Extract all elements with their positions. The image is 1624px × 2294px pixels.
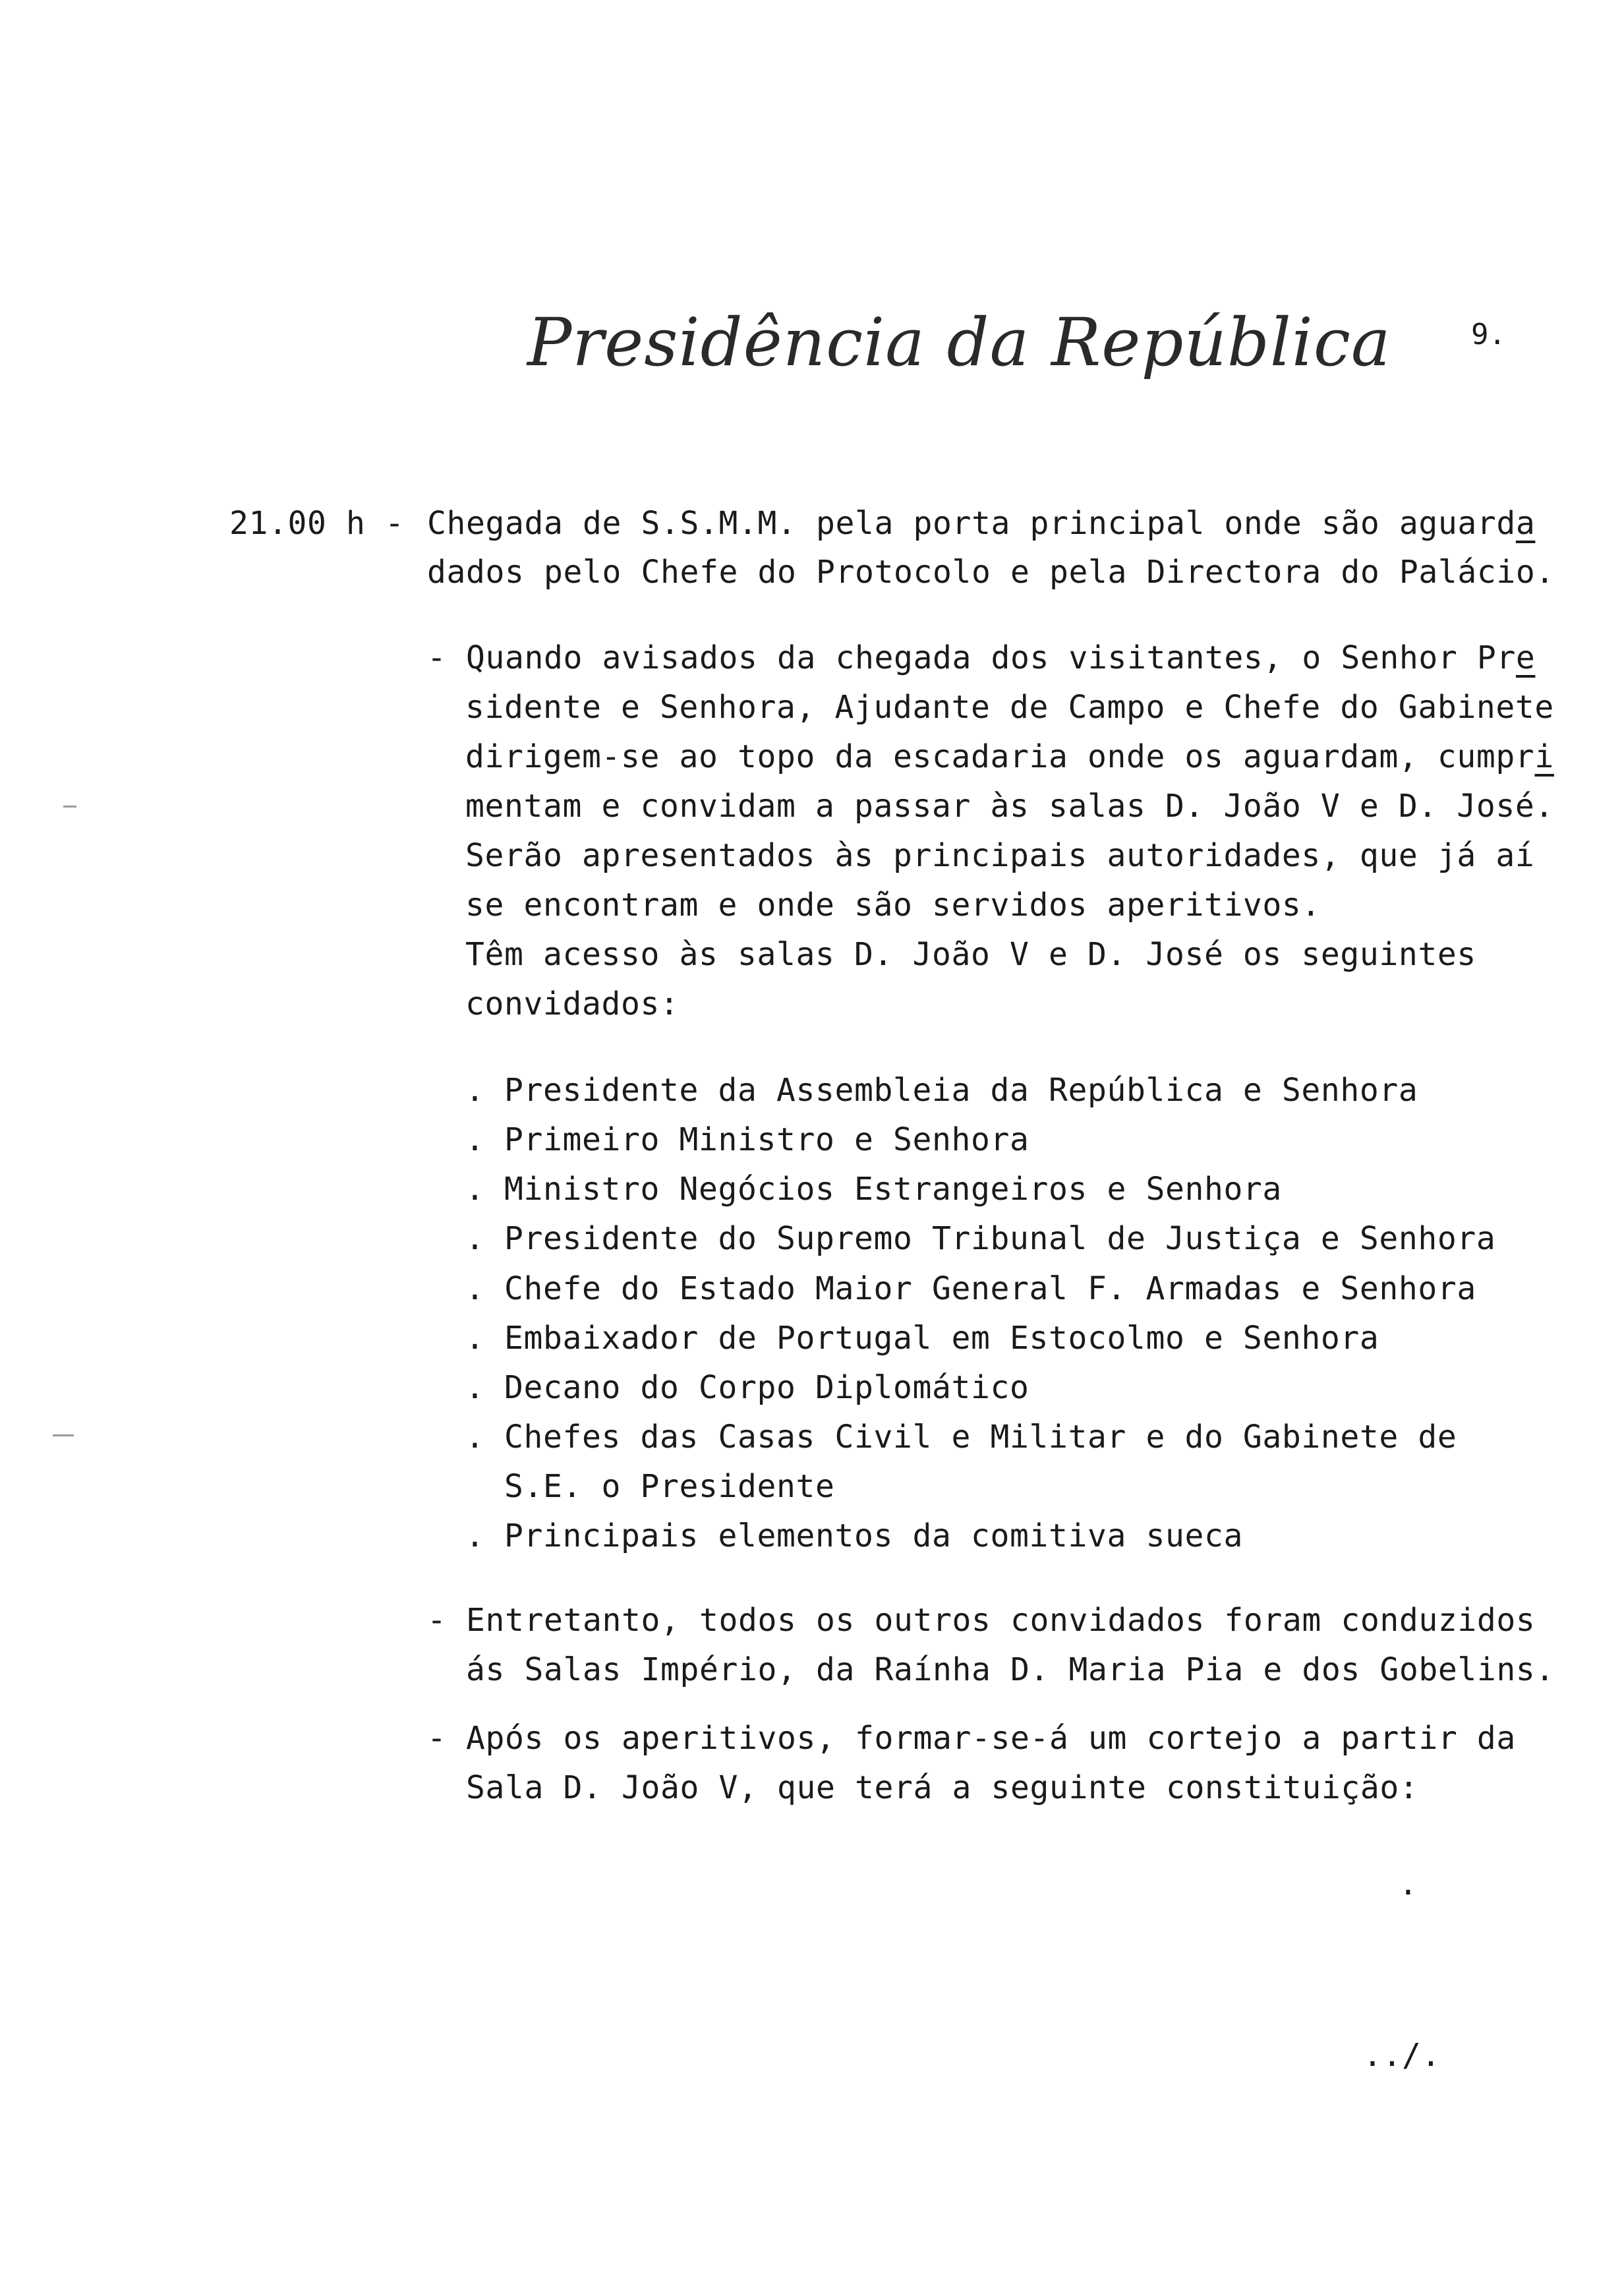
paragraph1-line: sidente e Senhora, Ajudante de Campo e Chefe do Gabinete [465, 689, 1554, 726]
stray-dot: . [1399, 1866, 1418, 1902]
guest-list-item: . Presidente da Assembleia da República e Senhora [465, 1072, 1418, 1109]
guest-list-item: . Embaixador de Portugal em Estocolmo e Senhora [465, 1320, 1379, 1357]
guest-list-item: . Decano do Corpo Diplomático [465, 1369, 1030, 1406]
paragraph3-line: Sala D. João V, que terá a seguinte constituição: [427, 1769, 1419, 1806]
continuation-mark: ../. [1363, 2037, 1441, 2074]
guest-list-item: . Principais elementos da comitiva sueca [465, 1517, 1243, 1554]
guest-list-item: . Primeiro Ministro e Senhora [465, 1121, 1030, 1158]
scan-speck [63, 806, 76, 808]
entry-line-2: dados pelo Chefe do Protocolo e pela Directora do Palácio. [427, 554, 1555, 591]
guest-list-item: . Presidente do Supremo Tribunal de Justiça e Senhora [465, 1220, 1496, 1257]
paragraph1-line: Serão apresentados às principais autoridades, que já aí [465, 837, 1535, 874]
guest-list-item: S.E. o Presidente [465, 1468, 835, 1505]
paragraph1-line: Têm acesso às salas D. João V e D. José os seguintes [465, 936, 1476, 973]
guest-list-item: . Chefe do Estado Maior General F. Armadas e Senhora [465, 1270, 1476, 1307]
entry-time: 21.00 h - [229, 505, 405, 542]
entry-line-1: Chegada de S.S.M.M. pela porta principal onde são aguarda [427, 505, 1536, 542]
paragraph1-line: se encontram e onde são servidos aperitivos. [465, 887, 1321, 924]
page-number: 9. [1471, 318, 1506, 351]
paragraph2-line: - Entretanto, todos os outros convidados foram conduzidos [427, 1602, 1536, 1639]
paragraph1-line: dirigem-se ao topo da escadaria onde os aguardam, cumpri [465, 738, 1554, 775]
paragraph3-line: - Após os aperitivos, formar-se-á um cortejo a partir da [427, 1720, 1516, 1757]
letterhead-logo: Presidência da República [527, 304, 1391, 381]
scan-speck [53, 1434, 74, 1436]
paragraph1-line: mentam e convidam a passar às salas D. João V e D. José. [465, 788, 1554, 825]
paragraph2-line: ás Salas Império, da Raínha D. Maria Pia e dos Gobelins. [427, 1651, 1555, 1688]
paragraph1-line: - Quando avisados da chegada dos visitantes, o Senhor Pre [427, 639, 1536, 676]
paragraph1-line: convidados: [465, 985, 680, 1022]
guest-list-item: . Ministro Negócios Estrangeiros e Senhora [465, 1171, 1282, 1208]
guest-list-item: . Chefes das Casas Civil e Militar e do Gabinete de [465, 1419, 1457, 1456]
